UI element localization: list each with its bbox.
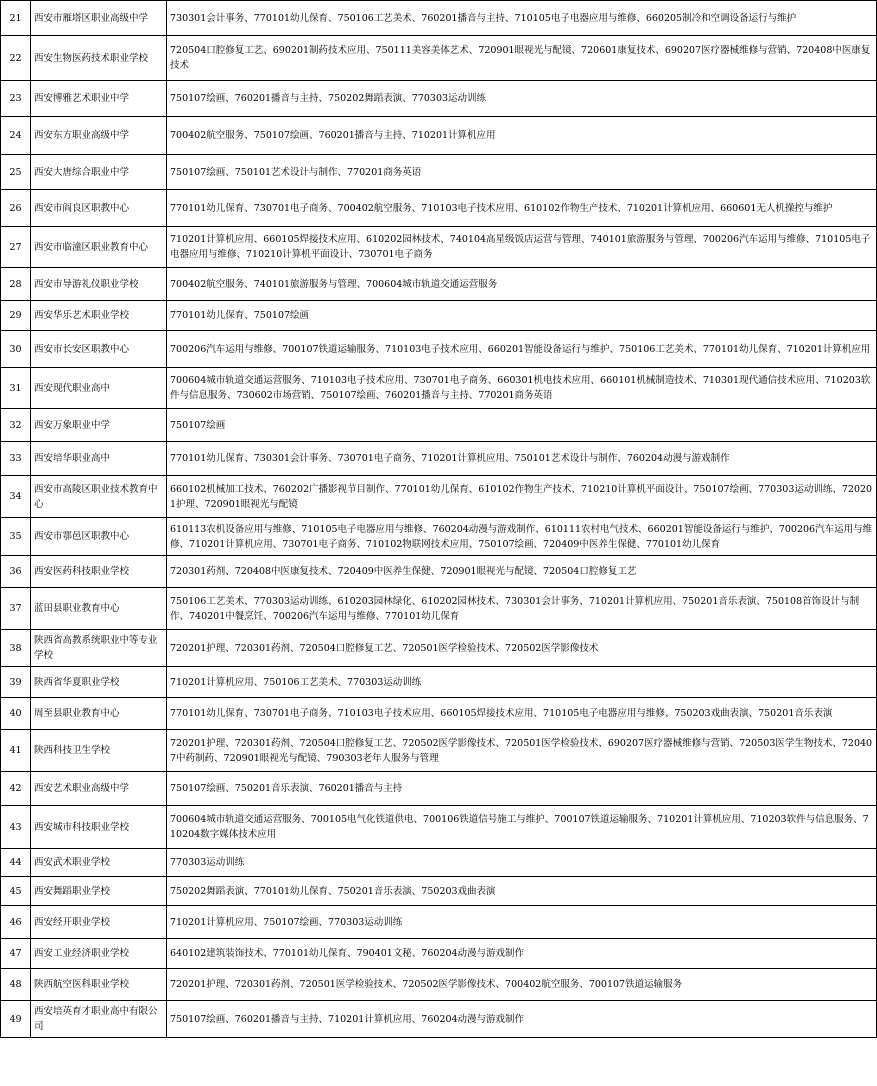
majors-list: 750107绘画、760201播音与主持、750202舞蹈表演、770303运动训练	[167, 81, 877, 117]
school-name: 西安大唐综合职业中学	[31, 155, 167, 190]
school-name: 西安武术职业学校	[31, 849, 167, 877]
majors-list: 770101幼儿保育、730301会计事务、730701电子商务、710201计算机应用、750101艺术设计与制作、760204动漫与游戏制作	[167, 442, 877, 476]
row-number: 38	[1, 630, 31, 667]
row-number: 47	[1, 939, 31, 969]
school-name: 西安市高陵区职业技术教育中心	[31, 476, 167, 518]
table-row	[1, 227, 877, 268]
school-name: 西安市临潼区职业教育中心	[31, 227, 167, 268]
row-number: 45	[1, 877, 31, 906]
majors-list: 750107绘画、750201音乐表演、760201播音与主持	[167, 772, 877, 806]
majors-list: 770303运动训练	[167, 849, 877, 877]
row-number: 34	[1, 476, 31, 518]
majors-list: 720201护理、720301药剂、720504口腔修复工艺、720501医学检验技术、720502医学影像技术	[167, 630, 877, 667]
majors-list: 660102机械加工技术、760202广播影视节目制作、770101幼儿保育、610102作物生产技术、710210计算机平面设计、750107绘画、770303运动训练、720201护理、720901眼视光与配镜	[167, 476, 877, 518]
table-row	[1, 36, 877, 81]
majors-list: 700604城市轨道交通运营服务、710103电子技术应用、730701电子商务、660301机电技术应用、660101机械制造技术、710301现代通信技术应用、710203软件与信息服务、730602市场营销、750107绘画、760201播音与主持、770201商务英语	[167, 368, 877, 409]
majors-list: 700402航空服务、740101旅游服务与管理、700604城市轨道交通运营服务	[167, 268, 877, 301]
school-name: 陕西省华夏职业学校	[31, 667, 167, 698]
row-number: 30	[1, 331, 31, 368]
row-number: 28	[1, 268, 31, 301]
table-row	[1, 155, 877, 190]
majors-list: 750107绘画、750101艺术设计与制作、770201商务英语	[167, 155, 877, 190]
row-number: 37	[1, 588, 31, 630]
row-number: 36	[1, 556, 31, 588]
majors-list: 750107绘画	[167, 409, 877, 442]
majors-list: 770101幼儿保育、730701电子商务、700402航空服务、710103电子技术应用、610102作物生产技术、710201计算机应用、660601无人机操控与维护	[167, 190, 877, 227]
majors-list: 770101幼儿保育、730701电子商务、710103电子技术应用、660105焊接技术应用、710105电子电器应用与维修、750203戏曲表演、750201音乐表演	[167, 698, 877, 730]
table-row	[1, 518, 877, 556]
table-row	[1, 849, 877, 877]
school-name: 西安博雅艺术职业中学	[31, 81, 167, 117]
row-number: 25	[1, 155, 31, 190]
school-name: 西安市雁塔区职业高级中学	[31, 1, 167, 36]
majors-list: 700604城市轨道交通运营服务、700105电气化铁道供电、700106铁道信号施工与维护、700107铁道运输服务、710201计算机应用、710203软件与信息服务、710204数字媒体技术应用	[167, 806, 877, 849]
table-row	[1, 368, 877, 409]
row-number: 23	[1, 81, 31, 117]
table-row	[1, 268, 877, 301]
table-row	[1, 331, 877, 368]
majors-list: 710201计算机应用、750106工艺美术、770303运动训练	[167, 667, 877, 698]
majors-list: 730301会计事务、770101幼儿保育、750106工艺美术、760201播音与主持、710105电子电器应用与维修、660205制冷和空调设备运行与维护	[167, 1, 877, 36]
school-name: 西安万象职业中学	[31, 409, 167, 442]
row-number: 40	[1, 698, 31, 730]
majors-list: 640102建筑装饰技术、770101幼儿保育、790401文秘、760204动漫与游戏制作	[167, 939, 877, 969]
majors-list: 710201计算机应用、750107绘画、770303运动训练	[167, 906, 877, 939]
table-row	[1, 301, 877, 331]
school-name: 蓝田县职业教育中心	[31, 588, 167, 630]
table-row	[1, 1001, 877, 1038]
row-number: 43	[1, 806, 31, 849]
table-row	[1, 1, 877, 36]
row-number: 29	[1, 301, 31, 331]
majors-list: 750202舞蹈表演、770101幼儿保育、750201音乐表演、750203戏曲表演	[167, 877, 877, 906]
majors-list: 610113农机设备应用与维修、710105电子电器应用与维修、760204动漫与游戏制作、610111农村电气技术、660201智能设备运行与维护、700206汽车运用与维修、710201计算机应用、730701电子商务、710102物联网技术应用、750107绘画、720409中医养生保健、770101幼儿保育	[167, 518, 877, 556]
table-row	[1, 588, 877, 630]
school-name: 西安市鄠邑区职教中心	[31, 518, 167, 556]
school-name: 西安医药科技职业学校	[31, 556, 167, 588]
majors-list: 700206汽车运用与维修、700107铁道运输服务、710103电子技术应用、660201智能设备运行与维护、750106工艺美术、770101幼儿保育、710201计算机应用	[167, 331, 877, 368]
table-row	[1, 772, 877, 806]
row-number: 32	[1, 409, 31, 442]
majors-list: 700402航空服务、750107绘画、760201播音与主持、710201计算机应用	[167, 117, 877, 155]
school-name: 西安培华职业高中	[31, 442, 167, 476]
table-row	[1, 190, 877, 227]
school-name: 西安工业经济职业学校	[31, 939, 167, 969]
table-row	[1, 877, 877, 906]
school-name: 西安艺术职业高级中学	[31, 772, 167, 806]
row-number: 49	[1, 1001, 31, 1038]
school-name: 西安舞蹈职业学校	[31, 877, 167, 906]
school-name: 西安市长安区职教中心	[31, 331, 167, 368]
majors-list: 720504口腔修复工艺、690201制药技术应用、750111美容美体艺术、720901眼视光与配镜、720601康复技术、690207医疗器械维修与营销、720408中医康复技术	[167, 36, 877, 81]
table-row	[1, 556, 877, 588]
school-name: 陕西科技卫生学校	[31, 730, 167, 772]
school-name: 西安城市科技职业学校	[31, 806, 167, 849]
table-row	[1, 667, 877, 698]
majors-list: 770101幼儿保育、750107绘画	[167, 301, 877, 331]
row-number: 42	[1, 772, 31, 806]
row-number: 39	[1, 667, 31, 698]
school-name: 西安经开职业学校	[31, 906, 167, 939]
table-row	[1, 630, 877, 667]
majors-list: 750107绘画、760201播音与主持、710201计算机应用、760204动漫与游戏制作	[167, 1001, 877, 1038]
table-row	[1, 81, 877, 117]
row-number: 26	[1, 190, 31, 227]
majors-list: 720301药剂、720408中医康复技术、720409中医养生保健、720901眼视光与配镜、720504口腔修复工艺	[167, 556, 877, 588]
row-number: 27	[1, 227, 31, 268]
table-row	[1, 409, 877, 442]
table-row	[1, 117, 877, 155]
table-row	[1, 806, 877, 849]
row-number: 22	[1, 36, 31, 81]
majors-list: 720201护理、720301药剂、720504口腔修复工艺、720502医学影像技术、720501医学检验技术、690207医疗器械维修与营销、720503医学生物技术、720407中药制药、720901眼视光与配镜、790303老年人服务与管理	[167, 730, 877, 772]
school-name: 陕西省高教系统职业中等专业学校	[31, 630, 167, 667]
table-row	[1, 939, 877, 969]
school-name: 西安生物医药技术职业学校	[31, 36, 167, 81]
majors-list: 720201护理、720301药剂、720501医学检验技术、720502医学影像技术、700402航空服务、700107铁道运输服务	[167, 969, 877, 1001]
row-number: 44	[1, 849, 31, 877]
row-number: 48	[1, 969, 31, 1001]
row-number: 24	[1, 117, 31, 155]
school-name: 周至县职业教育中心	[31, 698, 167, 730]
school-name: 西安市导游礼仪职业学校	[31, 268, 167, 301]
table-row	[1, 906, 877, 939]
table-row	[1, 442, 877, 476]
majors-list: 750106工艺美术、770303运动训练、610203园林绿化、610202园林技术、730301会计事务、710201计算机应用、750201音乐表演、750108首饰设计与制作、740201中餐烹饪、700206汽车运用与维修、770101幼儿保育	[167, 588, 877, 630]
row-number: 41	[1, 730, 31, 772]
row-number: 46	[1, 906, 31, 939]
table-row	[1, 730, 877, 772]
table-body	[1, 1, 877, 1038]
school-name: 西安东方职业高级中学	[31, 117, 167, 155]
row-number: 31	[1, 368, 31, 409]
table-row	[1, 698, 877, 730]
table-row	[1, 969, 877, 1001]
majors-list: 710201计算机应用、660105焊接技术应用、610202园林技术、740104高星级饭店运营与管理、740101旅游服务与管理、700206汽车运用与维修、710105电子电器应用与维修、710210计算机平面设计、730701电子商务	[167, 227, 877, 268]
school-name: 西安现代职业高中	[31, 368, 167, 409]
school-name: 西安市阎良区职教中心	[31, 190, 167, 227]
table-row	[1, 476, 877, 518]
row-number: 21	[1, 1, 31, 36]
school-name: 西安华乐艺术职业学校	[31, 301, 167, 331]
school-name: 陕西航空医科职业学校	[31, 969, 167, 1001]
row-number: 33	[1, 442, 31, 476]
school-name: 西安培英育才职业高中有限公司	[31, 1001, 167, 1038]
row-number: 35	[1, 518, 31, 556]
